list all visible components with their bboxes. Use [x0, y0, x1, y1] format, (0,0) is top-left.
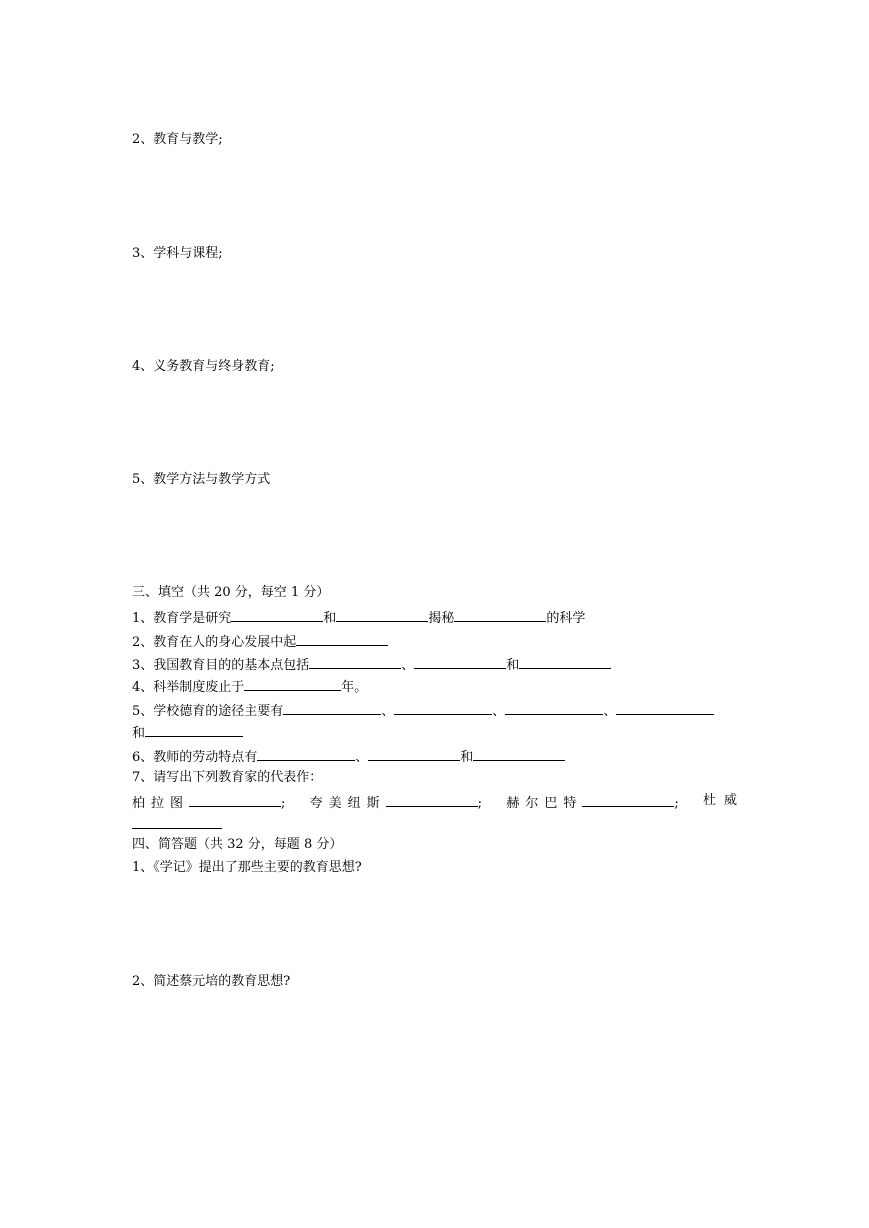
answer-blank[interactable] [394, 700, 492, 715]
definition-item-2: 2、教育与教学; [132, 132, 223, 147]
definition-item-4: 4、义务教育与终身教育; [132, 359, 275, 374]
fill-q6-text-c: 和 [460, 750, 474, 765]
short-question-1: 1、《学记》提出了那些主要的教育思想? [132, 860, 362, 875]
fill-q1-text-b: 和 [323, 611, 337, 626]
educator-dewey: 杜威 [702, 793, 745, 808]
educator-herbart: 赫尔巴特 ; [506, 792, 678, 810]
fill-q3-text-c: 和 [506, 658, 520, 673]
fill-q5-text-b: 、 [381, 704, 395, 719]
answer-blank[interactable] [309, 654, 401, 669]
fill-q2-text-a: 2、教育在人的身心发展中起 [132, 635, 297, 650]
fill-q3-text-b: 、 [401, 658, 415, 673]
fill-q4-text-b: 年。 [341, 680, 368, 695]
short-question-2: 2、简述蔡元培的教育思想? [132, 974, 291, 989]
fill-question-5 [132, 700, 714, 718]
answer-blank[interactable] [505, 700, 603, 715]
definition-item-3: 3、学科与课程; [132, 246, 223, 261]
section-title-fill-in: 三、填空（共 20 分，每空 1 分） [132, 585, 330, 600]
fill-q5-text-d: 、 [603, 704, 617, 719]
fill-q6-text-b: 、 [355, 750, 369, 765]
fill-question-5-cont [132, 722, 243, 740]
answer-blank[interactable] [231, 607, 323, 622]
fill-q5-text-e: 和 [132, 726, 146, 741]
answer-blank[interactable] [296, 631, 388, 646]
answer-blank[interactable] [414, 654, 506, 669]
answer-blank[interactable] [257, 746, 355, 761]
fill-question-7-works [132, 792, 745, 811]
fill-q5-text-c: 、 [492, 704, 506, 719]
answer-blank[interactable] [582, 792, 674, 807]
educator-comenius: 夸美纽斯 ; [310, 792, 482, 810]
definition-item-5: 5、教学方法与教学方式 [132, 472, 271, 487]
fill-q5-text-a: 5、学校德育的途径主要有 [132, 704, 284, 719]
answer-blank[interactable] [473, 746, 565, 761]
fill-question-3 [132, 654, 611, 672]
answer-blank[interactable] [368, 746, 460, 761]
fill-question-7: 7、请写出下列教育家的代表作： [132, 770, 323, 785]
answer-blank[interactable] [145, 722, 243, 737]
fill-q1-text-c: 揭秘 [428, 611, 455, 626]
answer-blank[interactable] [283, 700, 381, 715]
fill-question-1 [132, 607, 585, 625]
fill-q6-text-a: 6、教师的劳动特点有 [132, 750, 258, 765]
fill-question-7-cont [132, 814, 222, 832]
answer-blank[interactable] [189, 792, 281, 807]
section-title-short-answer: 四、简答题（共 32 分，每题 8 分） [132, 837, 343, 852]
fill-q1-text-d: 的科学 [546, 611, 586, 626]
fill-question-2 [132, 631, 388, 649]
answer-blank[interactable] [616, 700, 714, 715]
answer-blank[interactable] [132, 814, 222, 829]
fill-q4-text-a: 4、科举制度废止于 [132, 680, 245, 695]
fill-q1-text-a: 1、教育学是研究 [132, 611, 232, 626]
answer-blank[interactable] [519, 654, 611, 669]
answer-blank[interactable] [244, 676, 341, 691]
answer-blank[interactable] [336, 607, 428, 622]
educator-plato: 柏拉图 ; [132, 792, 285, 810]
answer-blank[interactable] [386, 792, 478, 807]
fill-question-6 [132, 746, 565, 764]
fill-question-4 [132, 676, 367, 694]
fill-q3-text-a: 3、我国教育目的的基本点包括 [132, 658, 310, 673]
answer-blank[interactable] [454, 607, 546, 622]
